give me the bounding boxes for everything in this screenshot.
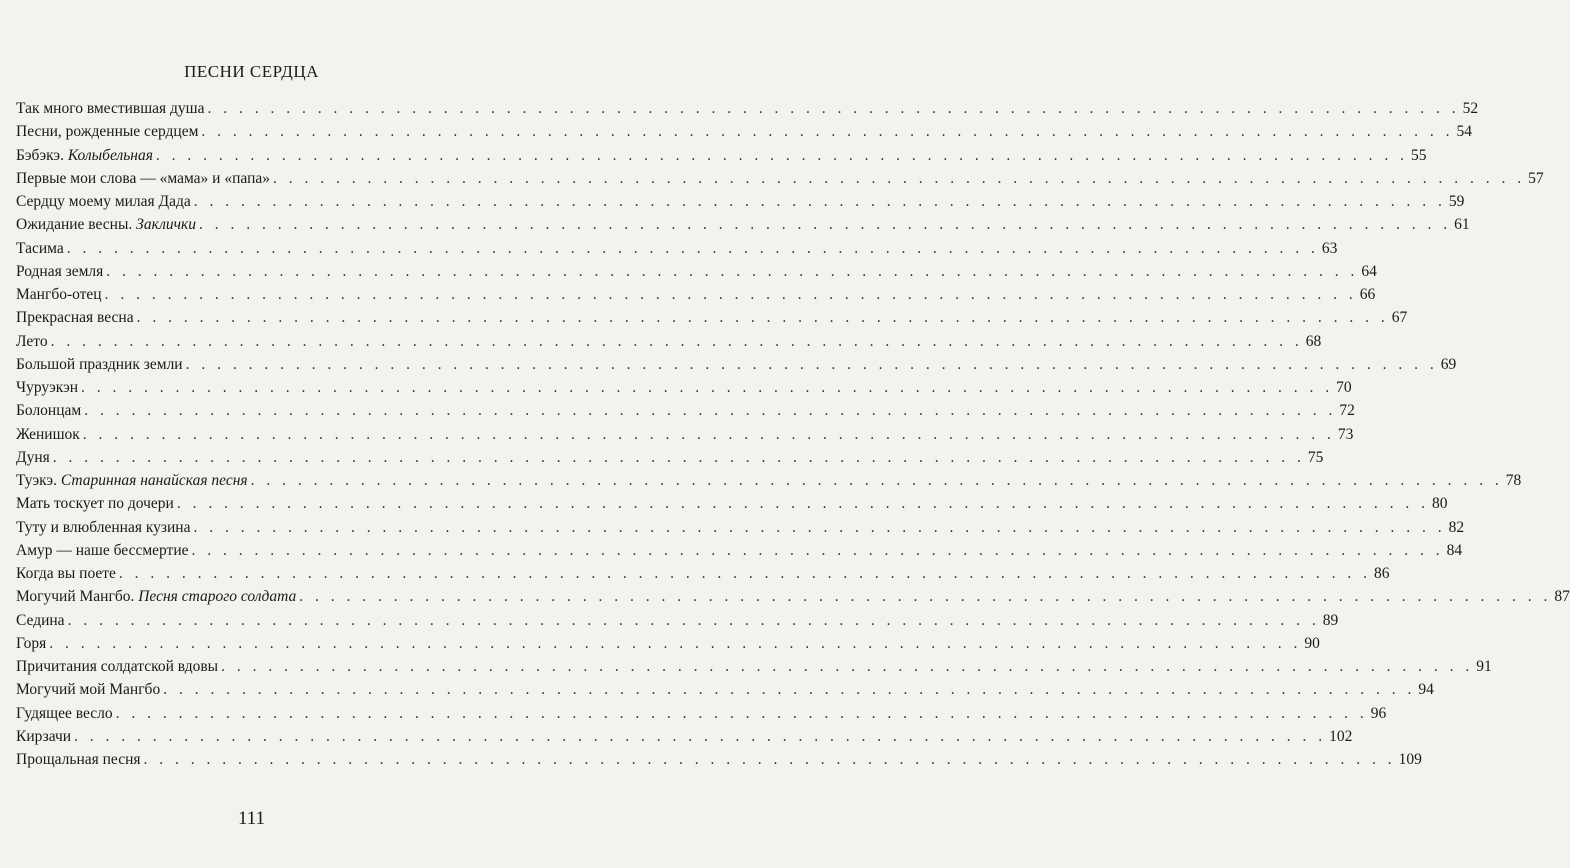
toc-entry	[16, 283, 1376, 306]
dot-leader: . . . . . . . . . . . . . . . . . . . . . . . . . . . . . . . . . . . . . . . . . . . . . . . . . . . . . . . . . . . . . . . . . . . . . . . . . . . . . . . .	[299, 588, 1552, 606]
toc-entry-title-text: Женишок	[16, 425, 80, 443]
toc-entry-title	[16, 702, 113, 725]
dot-leader: . . . . . . . . . . . . . . . . . . . . . . . . . . . . . . . . . . . . . . . . . . . . . . . . . . . . . . . . . . . . . . . . . . . . . . . . . . . . . . . .	[115, 704, 1368, 722]
toc-entry	[16, 702, 1387, 725]
toc-entry-title	[16, 516, 190, 539]
toc-entry-title-text: Первые мои слова — «мама» и «папа»	[16, 169, 271, 187]
page-title: ПЕСНИ СЕРДЦА	[184, 62, 319, 81]
toc-entry-title-text: Болонцам	[16, 402, 82, 420]
toc-entry-subtitle: Песня старого солдата	[138, 588, 297, 606]
toc-entry	[16, 144, 1427, 167]
toc-entry-page-number: 94	[1418, 681, 1434, 699]
toc-entry-page-number: 78	[1505, 472, 1522, 489]
toc-entry	[16, 585, 1570, 608]
dot-leader: . . . . . . . . . . . . . . . . . . . . . . . . . . . . . . . . . . . . . . . . . . . . . . . . . . . . . . . . . . . . . . . . . . . . . . . . . . . . . . . .	[163, 681, 1416, 699]
toc-entry	[16, 190, 1465, 213]
toc-entry-title	[16, 469, 248, 492]
toc-entry	[16, 237, 1338, 260]
toc-entry-page-number: 102	[1329, 727, 1353, 745]
toc-entry-page-number: 90	[1304, 634, 1320, 652]
toc-entry-title-text: Кирзачи	[16, 727, 72, 745]
toc-entry-title-text: Мать тоскует по дочери	[16, 495, 174, 513]
toc-entry-title	[16, 260, 103, 283]
toc-entry	[16, 213, 1470, 236]
toc-entry-title	[16, 423, 80, 446]
toc-entry-subtitle: Старинная нанайская песня	[60, 472, 248, 489]
dot-leader: . . . . . . . . . . . . . . . . . . . . . . . . . . . . . . . . . . . . . . . . . . . . . . . . . . . . . . . . . . . . . . . . . . . . . . . . . . . . . . . .	[104, 286, 1357, 303]
toc-entry-title-text: Прекрасная весна	[16, 309, 134, 327]
toc-entry	[16, 330, 1322, 353]
toc-entry-page-number: 72	[1339, 402, 1355, 420]
toc-entry-title	[16, 330, 48, 353]
toc-entry-subtitle: Колыбельная	[67, 146, 153, 164]
dot-leader: . . . . . . . . . . . . . . . . . . . . . . . . . . . . . . . . . . . . . . . . . . . . . . . . . . . . . . . . . . . . . . . . . . . . . . . . . . . . . . . .	[82, 425, 1335, 443]
dot-leader: . . . . . . . . . . . . . . . . . . . . . . . . . . . . . . . . . . . . . . . . . . . . . . . . . . . . . . . . . . . . . . . . . . . . . . . . . . . . . . . .	[193, 193, 1446, 210]
toc-entry-title	[16, 167, 270, 190]
dot-leader: . . . . . . . . . . . . . . . . . . . . . . . . . . . . . . . . . . . . . . . . . . . . . . . . . . . . . . . . . . . . . . . . . . . . . . . . . . . . . . . .	[250, 472, 1503, 489]
toc-entry	[16, 609, 1339, 632]
toc-entry-title-text: Прощальная песня	[16, 751, 141, 768]
dot-leader: . . . . . . . . . . . . . . . . . . . . . . . . . . . . . . . . . . . . . . . . . . . . . . . . . . . . . . . . . . . . . . . . . . . . . . . . . . . . . . . .	[106, 262, 1359, 280]
toc-entry-page-number: 68	[1305, 332, 1322, 350]
toc-entry-page-number: 82	[1448, 518, 1465, 536]
toc-entry-title	[16, 678, 160, 701]
toc-entry-title	[16, 353, 183, 376]
toc-entry	[16, 539, 1463, 562]
table-of-contents	[16, 97, 1570, 771]
toc-entry	[16, 120, 1473, 143]
toc-entry-title	[16, 376, 78, 399]
toc-entry-title-text: Амур — наше бессмертие	[16, 541, 189, 559]
toc-entry-page-number: 55	[1411, 146, 1427, 164]
toc-entry-title-text: Бэбэкэ.	[16, 146, 64, 164]
toc-entry-title	[16, 237, 64, 260]
toc-entry-title-text: Большой праздник земли	[16, 355, 183, 373]
toc-entry-title	[16, 492, 174, 515]
toc-entry-title-text: Горя	[16, 634, 47, 652]
toc-entry	[16, 399, 1355, 422]
toc-entry-page-number: 89	[1322, 611, 1339, 629]
dot-leader: . . . . . . . . . . . . . . . . . . . . . . . . . . . . . . . . . . . . . . . . . . . . . . . . . . . . . . . . . . . . . . . . . . . . . . . . . . . . . . . .	[155, 146, 1409, 164]
toc-entry-page-number: 61	[1454, 216, 1470, 234]
dot-leader: . . . . . . . . . . . . . . . . . . . . . . . . . . . . . . . . . . . . . . . . . . . . . . . . . . . . . . . . . . . . . . . . . . . . . . . . . . . . . . . .	[52, 448, 1305, 466]
toc-entry	[16, 376, 1352, 399]
toc-entry-title-text: Могучий мой Мангбо	[16, 681, 161, 699]
dot-leader: . . . . . . . . . . . . . . . . . . . . . . . . . . . . . . . . . . . . . . . . . . . . . . . . . . . . . . . . . . . . . . . . . . . . . . . . . . . . . . . .	[81, 379, 1334, 396]
toc-entry-page-number: 109	[1398, 751, 1422, 768]
toc-entry-page-number: 59	[1448, 193, 1465, 210]
page-number: 111	[237, 808, 266, 829]
toc-entry	[16, 446, 1324, 469]
toc-entry-title-text: Песни, рожденные сердцем	[16, 123, 199, 141]
dot-leader: . . . . . . . . . . . . . . . . . . . . . . . . . . . . . . . . . . . . . . . . . . . . . . . . . . . . . . . . . . . . . . . . . . . . . . . . . . . . . . . .	[199, 216, 1452, 234]
dot-leader: . . . . . . . . . . . . . . . . . . . . . . . . . . . . . . . . . . . . . . . . . . . . . . . . . . . . . . . . . . . . . . . . . . . . . . . . . . . . . . . .	[66, 239, 1319, 257]
toc-entry-page-number: 67	[1391, 309, 1408, 327]
toc-entry-title	[16, 446, 50, 469]
toc-entry-page-number: 96	[1370, 704, 1387, 722]
toc-entry	[16, 167, 1544, 190]
toc-entry-title-text: Могучий Мангбо.	[16, 588, 135, 606]
toc-entry	[16, 97, 1479, 120]
dot-leader: . . . . . . . . . . . . . . . . . . . . . . . . . . . . . . . . . . . . . . . . . . . . . . . . . . . . . . . . . . . . . . . . . . . . . . . . . . . . . . . .	[273, 169, 1526, 187]
toc-entry-subtitle: Заклички	[136, 216, 197, 234]
toc-entry-title	[16, 655, 218, 678]
toc-entry-title-text: Туту и влюбленная кузина	[16, 518, 191, 536]
toc-entry-page-number: 52	[1462, 100, 1479, 117]
dot-leader: . . . . . . . . . . . . . . . . . . . . . . . . . . . . . . . . . . . . . . . . . . . . . . . . . . . . . . . . . . . . . . . . . . . . . . . . . . . . . . . .	[207, 100, 1460, 117]
toc-entry	[16, 562, 1390, 585]
toc-entry-title	[16, 748, 141, 771]
toc-entry	[16, 632, 1320, 655]
toc-entry	[16, 492, 1448, 515]
toc-entry	[16, 353, 1457, 376]
toc-entry-page-number: 64	[1361, 262, 1377, 280]
toc-entry-title	[16, 609, 65, 632]
dot-leader: . . . . . . . . . . . . . . . . . . . . . . . . . . . . . . . . . . . . . . . . . . . . . . . . . . . . . . . . . . . . . . . . . . . . . . . . . . . . . . . .	[143, 751, 1396, 768]
dot-leader: . . . . . . . . . . . . . . . . . . . . . . . . . . . . . . . . . . . . . . . . . . . . . . . . . . . . . . . . . . . . . . . . . . . . . . . . . . . . . . . .	[201, 123, 1454, 141]
toc-entry-title	[16, 585, 296, 608]
toc-entry-title-text: Родная земля	[16, 262, 104, 280]
toc-entry-title-text: Причитания солдатской вдовы	[16, 658, 219, 675]
toc-entry-title-text: Тасима	[16, 239, 64, 257]
toc-entry-title-text: Седина	[16, 611, 65, 629]
dot-leader: . . . . . . . . . . . . . . . . . . . . . . . . . . . . . . . . . . . . . . . . . . . . . . . . . . . . . . . . . . . . . . . . . . . . . . . . . . . . . . . .	[221, 658, 1474, 675]
dot-leader: . . . . . . . . . . . . . . . . . . . . . . . . . . . . . . . . . . . . . . . . . . . . . . . . . . . . . . . . . . . . . . . . . . . . . . . . . . . . . . . .	[50, 332, 1303, 350]
dot-leader: . . . . . . . . . . . . . . . . . . . . . . . . . . . . . . . . . . . . . . . . . . . . . . . . . . . . . . . . . . . . . . . . . . . . . . . . . . . . . . . .	[191, 541, 1444, 559]
toc-entry-title-text: Мангбо-отец	[16, 286, 102, 303]
dot-leader: . . . . . . . . . . . . . . . . . . . . . . . . . . . . . . . . . . . . . . . . . . . . . . . . . . . . . . . . . . . . . . . . . . . . . . . . . . . . . . . .	[176, 495, 1429, 513]
toc-entry	[16, 725, 1353, 748]
toc-entry	[16, 423, 1354, 446]
toc-entry-title-text: Туэкэ.	[16, 472, 57, 489]
toc-entry-page-number: 73	[1337, 425, 1354, 443]
toc-entry-title	[16, 97, 204, 120]
toc-entry-page-number: 75	[1307, 448, 1324, 466]
toc-entry-title	[16, 725, 71, 748]
dot-leader: . . . . . . . . . . . . . . . . . . . . . . . . . . . . . . . . . . . . . . . . . . . . . . . . . . . . . . . . . . . . . . . . . . . . . . . . . . . . . . . .	[136, 309, 1389, 327]
toc-entry	[16, 748, 1422, 771]
toc-entry-title-text: Дуня	[16, 448, 50, 466]
toc-entry-title	[16, 399, 81, 422]
toc-entry	[16, 260, 1377, 283]
dot-leader: . . . . . . . . . . . . . . . . . . . . . . . . . . . . . . . . . . . . . . . . . . . . . . . . . . . . . . . . . . . . . . . . . . . . . . . . . . . . . . . .	[74, 727, 1327, 745]
toc-entry	[16, 306, 1408, 329]
toc-entry-title	[16, 632, 46, 655]
toc-entry	[16, 655, 1492, 678]
toc-entry-title	[16, 190, 191, 213]
toc-entry-page-number: 66	[1359, 286, 1376, 303]
dot-leader: . . . . . . . . . . . . . . . . . . . . . . . . . . . . . . . . . . . . . . . . . . . . . . . . . . . . . . . . . . . . . . . . . . . . . . . . . . . . . . . .	[49, 634, 1302, 652]
toc-entry-title-text: Когда вы поете	[16, 565, 116, 582]
dot-leader: . . . . . . . . . . . . . . . . . . . . . . . . . . . . . . . . . . . . . . . . . . . . . . . . . . . . . . . . . . . . . . . . . . . . . . . . . . . . . . . .	[84, 402, 1337, 420]
toc-entry-title	[16, 283, 102, 306]
dot-leader: . . . . . . . . . . . . . . . . . . . . . . . . . . . . . . . . . . . . . . . . . . . . . . . . . . . . . . . . . . . . . . . . . . . . . . . . . . . . . . . .	[193, 518, 1446, 536]
toc-entry-page-number: 84	[1446, 541, 1463, 559]
toc-entry-title-text: Ожидание весны.	[16, 216, 133, 234]
toc-entry-title-text: Сердцу моему милая Дада	[16, 193, 191, 210]
toc-entry	[16, 678, 1434, 701]
toc-entry-title	[16, 562, 116, 585]
toc-entry-page-number: 57	[1528, 169, 1544, 187]
toc-entry	[16, 516, 1465, 539]
dot-leader: . . . . . . . . . . . . . . . . . . . . . . . . . . . . . . . . . . . . . . . . . . . . . . . . . . . . . . . . . . . . . . . . . . . . . . . . . . . . . . . .	[67, 611, 1320, 629]
toc-entry	[16, 469, 1522, 492]
toc-entry-title-text: Чуруэкэн	[16, 379, 79, 396]
toc-entry-title-text: Лето	[16, 332, 48, 350]
toc-entry-title-text: Так много вместившая душа	[16, 100, 205, 117]
toc-entry-page-number: 69	[1440, 355, 1457, 373]
toc-entry-title-text: Гудящее весло	[16, 704, 113, 722]
toc-entry-title	[16, 539, 189, 562]
dot-leader: . . . . . . . . . . . . . . . . . . . . . . . . . . . . . . . . . . . . . . . . . . . . . . . . . . . . . . . . . . . . . . . . . . . . . . . . . . . . . . . .	[185, 355, 1438, 373]
dot-leader: . . . . . . . . . . . . . . . . . . . . . . . . . . . . . . . . . . . . . . . . . . . . . . . . . . . . . . . . . . . . . . . . . . . . . . . . . . . . . . . .	[118, 565, 1372, 582]
toc-entry-page-number: 87	[1554, 588, 1570, 606]
toc-entry-title	[16, 144, 153, 167]
toc-entry-page-number: 91	[1476, 658, 1492, 675]
toc-entry-title	[16, 306, 134, 329]
toc-entry-page-number: 54	[1456, 123, 1473, 141]
toc-entry-title	[16, 120, 198, 143]
toc-entry-page-number: 63	[1321, 239, 1338, 257]
toc-entry-title	[16, 213, 196, 236]
toc-entry-page-number: 80	[1431, 495, 1448, 513]
toc-entry-page-number: 86	[1374, 565, 1390, 582]
toc-entry-page-number: 70	[1336, 379, 1352, 396]
